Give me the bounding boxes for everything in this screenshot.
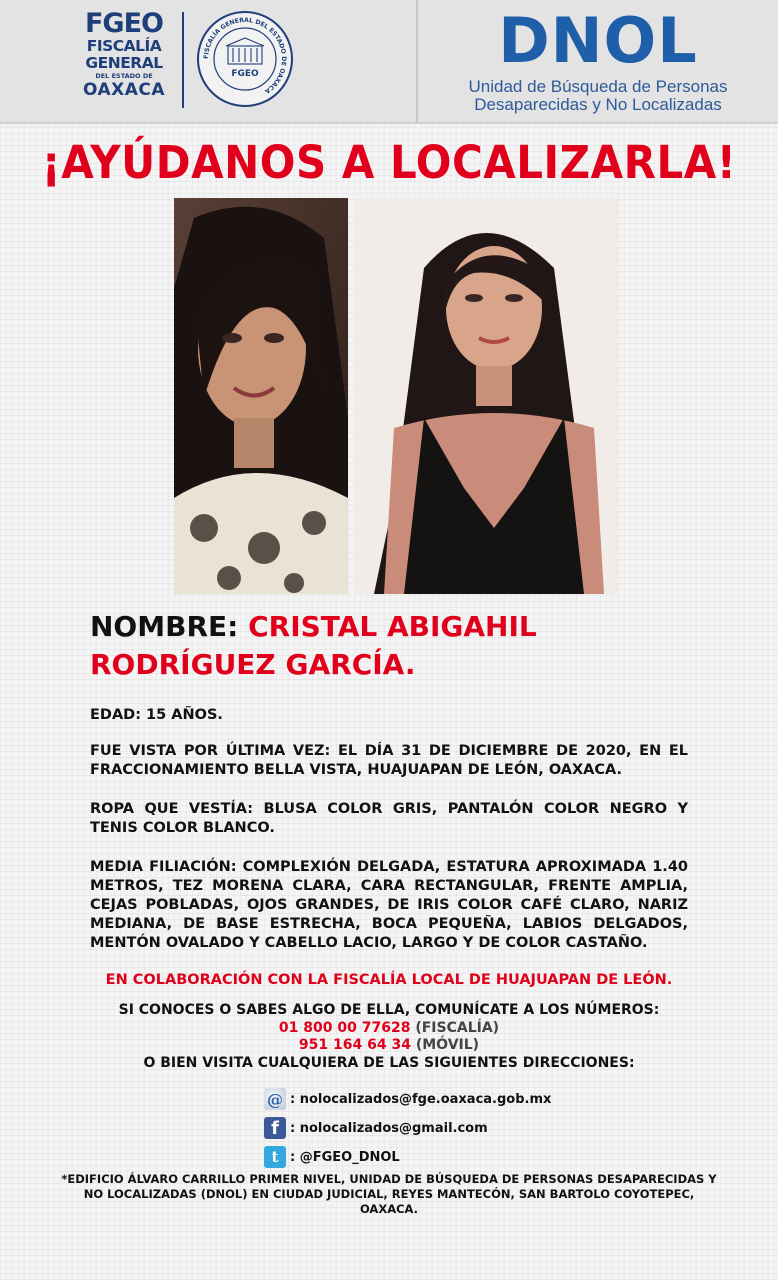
- fgeo-logo-line1: FISCALÍA: [86, 37, 162, 55]
- contact-intro: SI CONOCES O SABES ALGO DE ELLA, COMUNÍCATE A LOS NÚMEROS:: [118, 1002, 660, 1018]
- phone-fiscalia-tag: (FISCALÍA): [415, 1019, 500, 1036]
- twitter-icon: t: [264, 1146, 286, 1168]
- fiscalia-seal-icon: [196, 10, 294, 108]
- facebook-icon: f: [264, 1117, 286, 1139]
- dnol-subtitle-1: Unidad de Búsqueda de Personas: [468, 77, 728, 96]
- dnol-subtitle-2: Desaparecidas y No Localizadas: [474, 95, 722, 114]
- name-label: NOMBRE:: [90, 610, 239, 643]
- email-icon: @: [264, 1088, 286, 1110]
- dnol-logo: [418, 4, 778, 114]
- seal-ring-text: FISCALÍA GENERAL DEL ESTADO DE OAXACA: [202, 16, 288, 95]
- phone-movil[interactable]: 951 164 64 34: [298, 1037, 411, 1053]
- twitter-row: [264, 1144, 400, 1170]
- twitter-handle[interactable]: : @FGEO_DNOL: [290, 1149, 400, 1165]
- address-footnote: *EDIFICIO ÁLVARO CARRILLO PRIMER NIVEL, UNIDAD DE BÚSQUEDA DE PERSONAS DESAPARECIDAS Y NO LOCALIZADAS (DNOL) EN CIUDAD JUDICIAL, REYES MANTECÓN, SAN BARTOLO COYOTEPEC, OAXACA.: [61, 1172, 717, 1216]
- seal-center-word: FGEO: [231, 69, 259, 79]
- contact-block: [0, 1002, 778, 1072]
- facebook-row: [264, 1115, 488, 1141]
- person-name: [90, 608, 700, 684]
- age-text: EDAD: 15 AÑOS.: [90, 707, 223, 723]
- fgeo-logo-line2: GENERAL: [85, 54, 163, 72]
- header-banner: [0, 0, 778, 124]
- description-text: MEDIA FILIACIÓN: COMPLEXIÓN DELGADA, ESTATURA APROXIMADA 1.40 METROS, TEZ MORENA CLARA, CARA RECTANGULAR, FRENTE AMPLIA, CEJAS POBLADAS, OJOS GRANDES, DE IRIS COLOR CAFÉ CLARO, NARIZ MEDIANA, DE BASE ESTRECHA, BOCA PEQUEÑA, LABIOS DELGADOS, MENTÓN OVALADO Y CABELLO LACIO, LARGO Y DE COLOR CASTAÑO.: [90, 859, 688, 951]
- fgeo-logo-line3: DEL ESTADO DE: [95, 72, 153, 80]
- fgeo-logo: [76, 10, 172, 99]
- email-address[interactable]: : nolocalizados@fge.oaxaca.gob.mx: [290, 1091, 552, 1107]
- logo-separator: [182, 12, 184, 108]
- name-value: CRISTAL ABIGAHIL RODRÍGUEZ GARCÍA.: [90, 610, 537, 681]
- visit-text: O BIEN VISITA CUALQUIERA DE LAS SIGUIENTES DIRECCIONES:: [143, 1054, 635, 1071]
- email-row: [264, 1086, 551, 1112]
- clothes-text: ROPA QUE VESTÍA: BLUSA COLOR GRIS, PANTALÓN COLOR NEGRO Y TENIS COLOR BLANCO.: [90, 801, 688, 836]
- page-title: ¡AYÚDANOS A LOCALIZARLA!: [41, 136, 737, 189]
- last-seen-text: FUE VISTA POR ÚLTIMA VEZ: EL DÍA 31 DE DICIEMBRE DE 2020, EN EL FRACCIONAMIENTO BELLA VISTA, HUAJUAPAN DE LEÓN, OAXACA.: [90, 743, 688, 778]
- collaboration-text: EN COLABORACIÓN CON LA FISCALÍA LOCAL DE HUAJUAPAN DE LEÓN.: [105, 972, 673, 988]
- missing-person-photo-1: [174, 198, 348, 594]
- phone-fiscalia[interactable]: 01 800 00 77628: [278, 1019, 411, 1036]
- phone-movil-tag: (MÓVIL): [415, 1037, 480, 1053]
- facebook-address[interactable]: : nolocalizados@gmail.com: [290, 1120, 488, 1136]
- missing-person-photo-2: [354, 198, 618, 594]
- fgeo-logo-word: FGEO: [84, 8, 163, 39]
- dnol-logo-word: DNOL: [498, 4, 698, 77]
- fgeo-logo-line4: OAXACA: [82, 80, 166, 100]
